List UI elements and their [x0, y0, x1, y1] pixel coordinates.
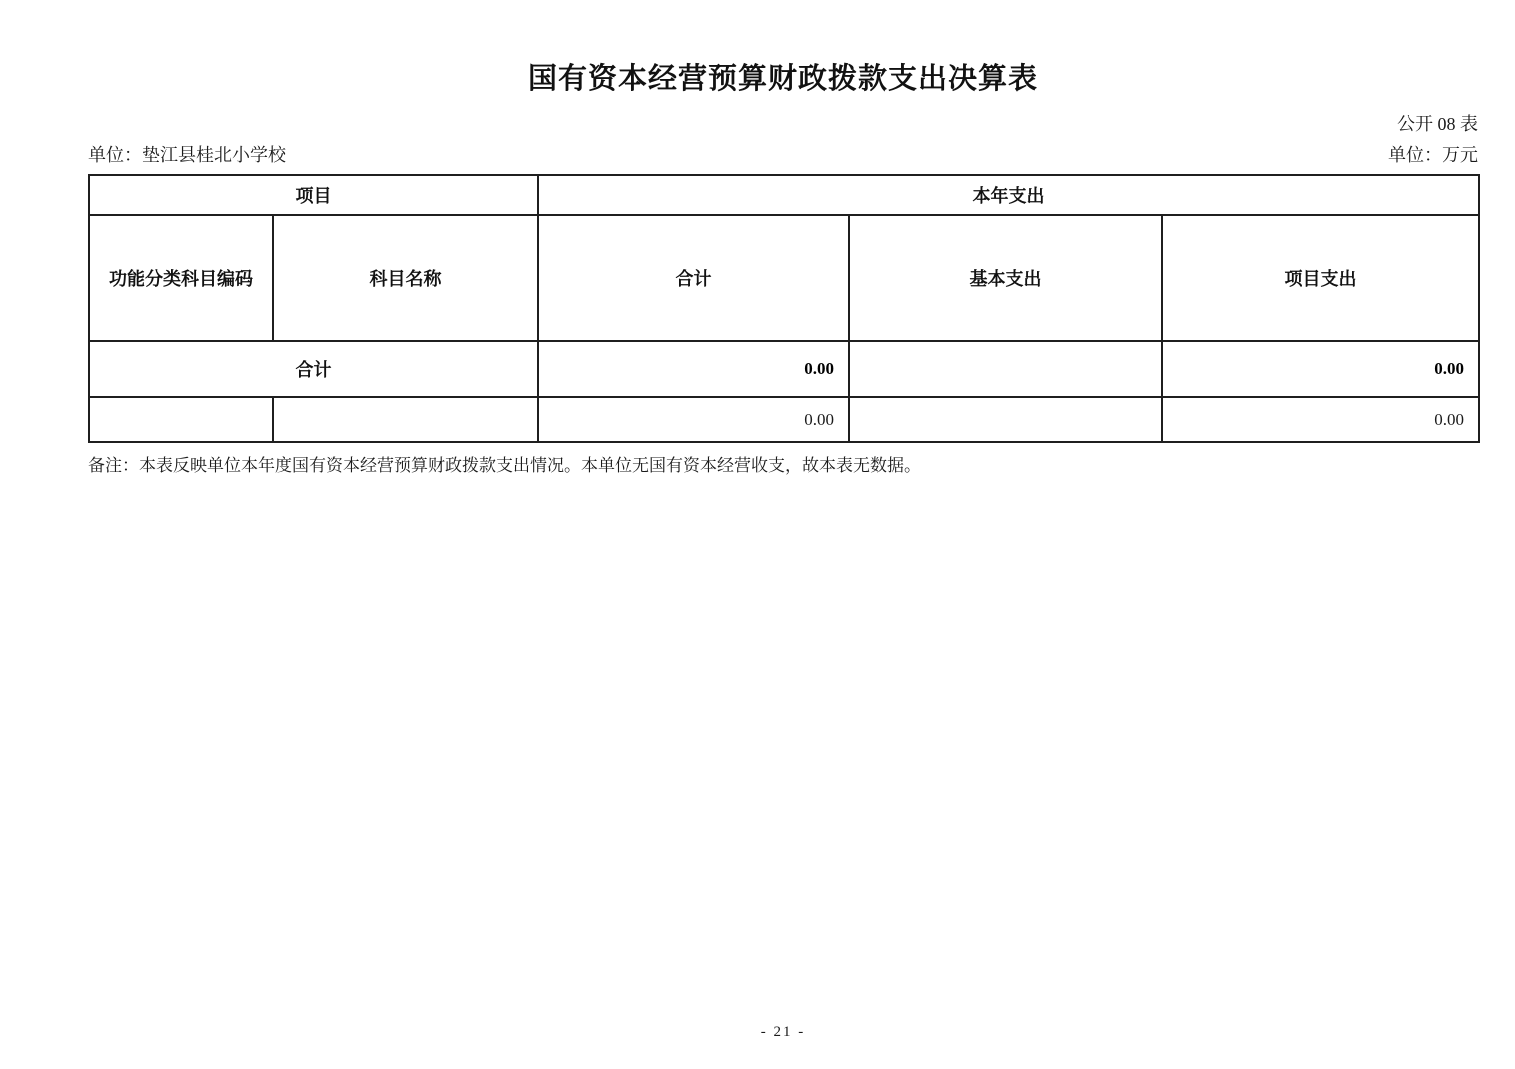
- table-row-detail: [89, 397, 1479, 442]
- document-page: [88, 0, 1478, 478]
- header-group-row: [89, 175, 1479, 215]
- row-total-project-value: 0.00: [1162, 341, 1479, 397]
- header-col-subject-name: 科目名称: [273, 215, 538, 341]
- row-detail-total-value: 0.00: [538, 397, 849, 442]
- header-group-project: 项目: [89, 175, 538, 215]
- fiscal-table: [88, 174, 1480, 443]
- row-detail-basic-value: [849, 397, 1162, 442]
- page-title: 国有资本经营预算财政拨款支出决算表: [527, 63, 1038, 95]
- row-detail-project-value: 0.00: [1162, 397, 1479, 442]
- row-detail-name-cell: [273, 397, 538, 442]
- row-detail-code-cell: [89, 397, 273, 442]
- header-col-total: 合计: [538, 215, 849, 341]
- header-columns-row: [89, 215, 1479, 341]
- header-group-current-year-expenditure: 本年支出: [538, 175, 1479, 215]
- table-row-total: [89, 341, 1479, 397]
- header-col-project-expenditure: 项目支出: [1162, 215, 1479, 341]
- page-number: - 21 -: [760, 1024, 806, 1040]
- table-code: 公开 08 表: [1397, 114, 1478, 134]
- unit-measure-label: 单位：万元: [1388, 145, 1478, 165]
- row-total-label: 合计: [89, 341, 538, 397]
- meta-line: [88, 144, 1478, 166]
- row-total-total-value: 0.00: [538, 341, 849, 397]
- row-total-basic-value: [849, 341, 1162, 397]
- header-col-basic-expenditure: 基本支出: [849, 215, 1162, 341]
- unit-name-label: 单位：垫江县桂北小学校: [88, 145, 286, 165]
- header-col-function-code: 功能分类科目编码: [89, 215, 273, 341]
- note-text: 备注：本表反映单位本年度国有资本经营预算财政拨款支出情况。本单位无国有资本经营收支，故本表无数据。: [88, 456, 921, 475]
